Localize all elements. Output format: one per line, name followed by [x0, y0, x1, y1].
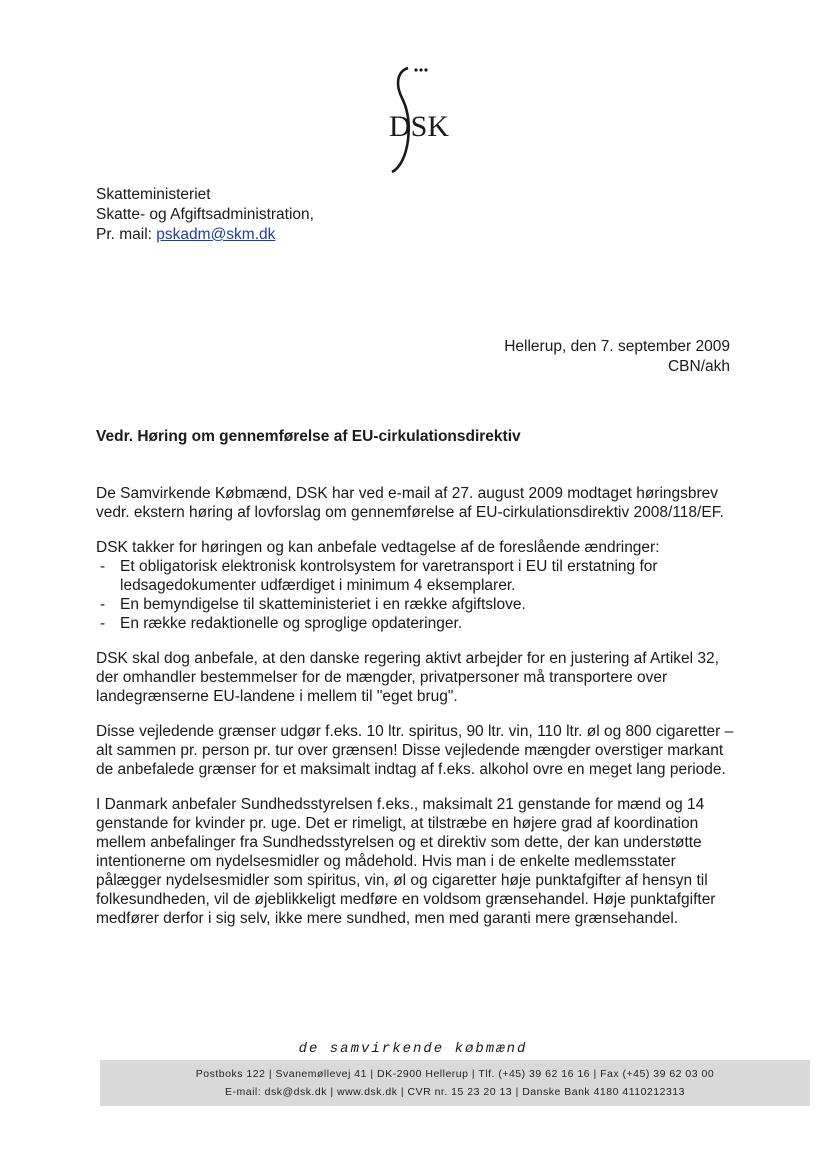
subject-heading: Vedr. Høring om gennemførelse af EU-cirkulationsdirektiv — [96, 428, 521, 445]
mail-link[interactable]: pskadm@skm.dk — [156, 226, 276, 243]
paragraph: DSK skal dog anbefale, at den danske regering aktivt arbejder for en justering af Artikel 32, der omhandler bestemmelser for de mængder, privatpersoner må transportere over landegrænserne EU-landene i mellem til "eget brug". — [96, 650, 719, 705]
bullet-list — [96, 557, 736, 633]
footer — [100, 1060, 810, 1106]
logo-text: DSK — [389, 110, 450, 143]
date-line: Hellerup, den 7. september 2009 — [504, 338, 730, 355]
date-block — [504, 337, 730, 377]
recipient-address — [96, 185, 314, 245]
list-item: - Et obligatorisk elektronisk kontrolsystem for varetransport i EU til erstatning for ledsagedokumenter udfærdiget i minimum 4 eksemplarer. — [96, 557, 736, 595]
paragraph: De Samvirkende Købmænd, DSK har ved e-mail af 27. august 2009 modtaget høringsbrev vedr. ekstern høring af lovforslag om gennemførelse af EU-cirkulationsdirektiv 2008/118/EF. — [96, 485, 724, 521]
dsk-logo-icon — [378, 64, 450, 176]
list-item: - En bemyndigelse til skatteministeriet i en række afgiftslove. — [96, 595, 736, 614]
signature-text: de samvirkende købmænd — [298, 1041, 528, 1057]
mail-prefix: Pr. mail: — [96, 226, 157, 243]
paragraph: I Danmark anbefaler Sundhedsstyrelsen f.eks., maksimalt 21 genstande for mænd og 14 genstande for kvinder pr. uge. Det er rimeligt, at tilstræbe en højere grad af koordination mellem anbefalinger fra Sundhedsstyrelsen og et direktiv som dette, der kan understøtte intentionerne om nydelsesmidler og mådehold. Hvis man i de enkelte medlemsstater pålægger nydelsesmidler som spiritus, vin, øl og cigaretter høje punktafgifter af hensyn til folkesundheden, vil de øjeblikkeligt medføre en voldsom grænsehandel. Høje punktafgifter medfører derfor i sig selv, ikke mere sundhed, men med garanti mere grænsehandel. — [96, 796, 716, 927]
letter-body — [96, 484, 736, 944]
paragraph: Disse vejledende grænser udgør f.eks. 10 ltr. spiritus, 90 ltr. vin, 110 ltr. øl og 800 cigaretter – alt sammen pr. person pr. tur over grænsen! Disse vejledende mængder overstiger markant de anbefalede grænser for et maksimalt indtag af f.eks. alkohol ovre en meget lang periode. — [96, 723, 734, 778]
footer-line-1: Postboks 122 | Svanemøllevej 41 | DK-2900 Hellerup | Tlf. (+45) 39 62 16 16 | Fax (+45) 39 62 03 00 — [195, 1068, 715, 1080]
paragraph: DSK takker for høringen og kan anbefale vedtagelse af de foreslående ændringer: — [96, 539, 660, 556]
recipient-line-1: Skatteministeriet — [96, 186, 211, 203]
list-item: - En række redaktionelle og sproglige opdateringer. — [96, 614, 736, 633]
recipient-mail — [96, 225, 314, 245]
reference: CBN/akh — [667, 358, 730, 375]
recipient-line-2: Skatte- og Afgiftsadministration, — [96, 206, 314, 223]
footer-line-2: E-mail: dsk@dsk.dk | www.dsk.dk | CVR nr. 15 23 20 13 | Danske Bank 4180 4110212313 — [225, 1086, 685, 1098]
